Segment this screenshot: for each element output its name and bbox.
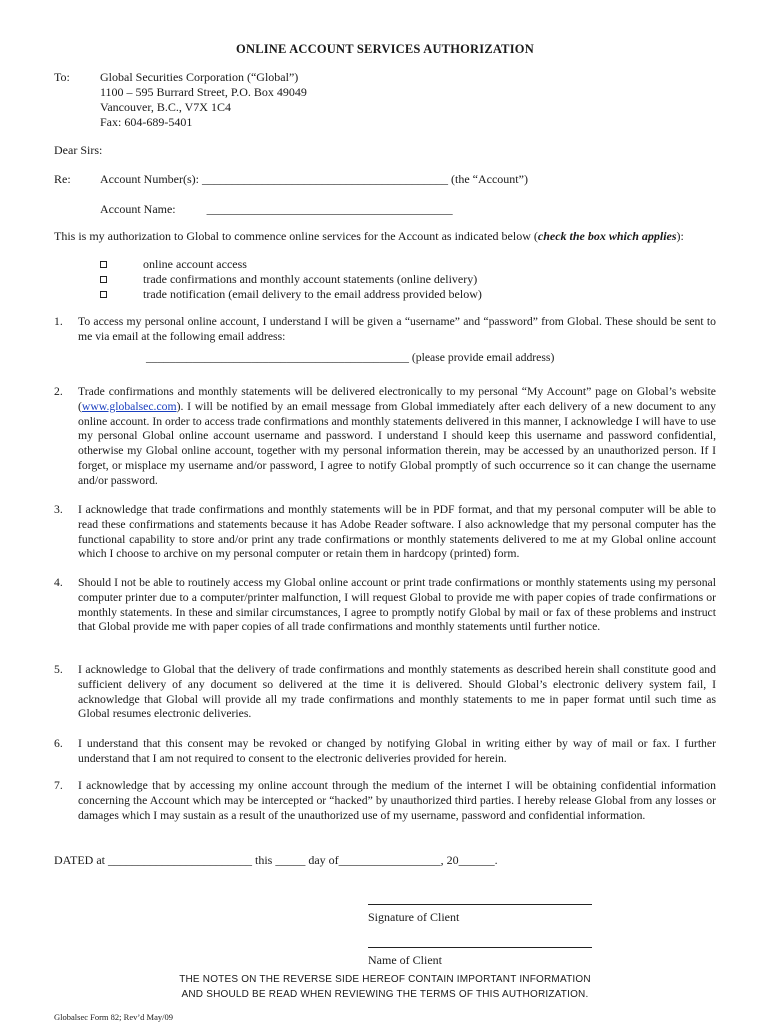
clause-text: I acknowledge that trade confirmations and monthly statements will be in PDF format, and that my personal computer will be able to read these confirmations and statements because it has Adobe Reader software. I also acknowledge that my personal computer has the functional capability to store and/or print any trade confirmations or monthly statements delivered to me at my Global online account which I choose to archive on my personal computer or retain them in hardcopy (printed) form. [78, 503, 716, 561]
account-name-row [100, 202, 453, 217]
account-number-label: Account Number(s): [100, 172, 199, 186]
clause-5 [54, 663, 716, 722]
clause-number: 3. [54, 503, 63, 516]
option-online-delivery[interactable] [100, 272, 482, 287]
email-line [146, 351, 716, 366]
option-label: trade notification (email delivery to the email address provided below) [143, 287, 482, 301]
signature-line[interactable] [368, 904, 592, 905]
clause-3 [54, 503, 716, 562]
checkbox-icon[interactable] [100, 276, 107, 283]
notice-line: AND SHOULD BE READ WHEN REVIEWING THE TERMS OF THIS AUTHORIZATION. [181, 989, 589, 1000]
account-number-row [100, 172, 528, 187]
email-hint: (please provide email address) [411, 350, 555, 364]
address-line: Vancouver, B.C., V7X 1C4 [100, 100, 231, 114]
clause-number: 4. [54, 576, 63, 589]
clause-number: 6. [54, 737, 63, 750]
page-title: ONLINE ACCOUNT SERVICES AUTHORIZATION [236, 42, 534, 56]
clause-text-part: Trade confirmations and monthly statements will be delivered electronically to my personal “My Account” page on Global’s website ( [78, 385, 716, 413]
checkbox-icon[interactable] [100, 261, 107, 268]
intro-emphasis: check the box which applies [537, 229, 677, 243]
service-options [100, 257, 482, 302]
re-label: Re: [54, 172, 71, 186]
account-number-field[interactable]: _________________________________________ [201, 172, 448, 186]
clause-6 [54, 737, 716, 767]
option-trade-notification[interactable] [100, 287, 482, 302]
address-line: Global Securities Corporation (“Global”) [100, 70, 299, 84]
clause-text: I acknowledge that by accessing my online account through the medium of the internet I will be obtaining confidential information concerning the Account which may be intercepted or “hacked” by unauthorized third parties. I hereby release Global from any losses or damages which I may sustain as a result of the unauthorized use of my username, password and confidential information. [78, 779, 716, 822]
clause-text-part: ). I will be notified by an email message from Global immediately after each delivery of a new document to any online account. In order to access trade confirmations and monthly statements delivered in this manner, I acknowledge I will have to use my personal Global online account username and password. I understand I should keep this username and password confidential, otherwise my Global online account, together with my personal information therein, may be accessed by an unauthorized person. If I forget, or misplace my username and/or password, I agree to notify Global promptly of such occurrence so it can change the username and/or password. [78, 399, 716, 487]
clause-text: To access my personal online account, I understand I will be given a “username” and “password” from Global. These should be sent to me via email at the following email address: [78, 315, 716, 343]
option-online-access[interactable] [100, 257, 482, 272]
account-suffix: (the “Account”) [450, 172, 528, 186]
clause-text [78, 385, 716, 489]
authorization-intro [54, 229, 684, 244]
intro-text: This is my authorization to Global to commence online services for the Account as indicated below ( [54, 229, 538, 243]
clause-1 [54, 315, 716, 365]
clause-text: I acknowledge to Global that the delivery of trade confirmations and monthly statements as described herein shall constitute good and sufficient delivery of any document so delivered at the time it is delivered. Should Global’s electronic delivery system fail, I acknowledge that Global will provide all my trade confirmations and monthly statements to me in paper format until such time as Global resumes electronic deliveries. [78, 663, 716, 721]
account-name-label: Account Name: [100, 202, 176, 216]
account-name-field[interactable]: _________________________________________ [206, 202, 453, 216]
salutation: Dear Sirs: [54, 143, 103, 157]
address-line: 1100 – 595 Burrard Street, P.O. Box 49049 [100, 85, 307, 99]
checkbox-icon[interactable] [100, 291, 107, 298]
form-footer: Globalsec Form 82; Rev’d May/09 [54, 1012, 173, 1022]
clause-2 [54, 385, 716, 489]
clause-4 [54, 576, 716, 635]
clause-number: 1. [54, 315, 63, 328]
email-field[interactable]: _____________________________________________ [146, 350, 409, 364]
clause-number: 5. [54, 663, 63, 676]
reverse-side-notice [0, 972, 770, 1002]
clause-number: 7. [54, 779, 63, 792]
website-link[interactable]: www.globalsec.com [81, 399, 177, 413]
option-label: online account access [143, 257, 247, 271]
name-block [368, 947, 592, 968]
notice-line: THE NOTES ON THE REVERSE SIDE HEREOF CONTAIN IMPORTANT INFORMATION [179, 974, 591, 985]
to-label: To: [54, 70, 70, 84]
signature-label: Signature of Client [368, 910, 460, 924]
signature-block [368, 904, 592, 925]
clause-number: 2. [54, 385, 63, 398]
intro-end: ): [676, 229, 684, 243]
recipient-address [100, 70, 307, 130]
dated-line[interactable]: DATED at ________________________ this _____ day of_________________, 20______. [54, 853, 498, 867]
name-label: Name of Client [368, 953, 442, 967]
option-label: trade confirmations and monthly account statements (online delivery) [143, 272, 478, 286]
name-line[interactable] [368, 947, 592, 948]
clause-text: I understand that this consent may be revoked or changed by notifying Global in writing either by way of mail or fax. I further understand that I am not required to consent to the electronic deliveries provided for herein. [78, 737, 716, 765]
clause-7 [54, 779, 716, 823]
clause-text: Should I not be able to routinely access my Global online account or print trade confirmations or monthly statements using my personal computer printer due to a computer/printer malfunction, I will request Global to provide me with paper copies of trade confirmations or monthly statements. In these and similar circumstances, I agree to promptly notify Global by mail or fax of these problems and instruct that Global provide me with paper copies of all trade confirmations and monthly statements until further notice. [78, 576, 716, 634]
address-line: Fax: 604-689-5401 [100, 115, 193, 129]
